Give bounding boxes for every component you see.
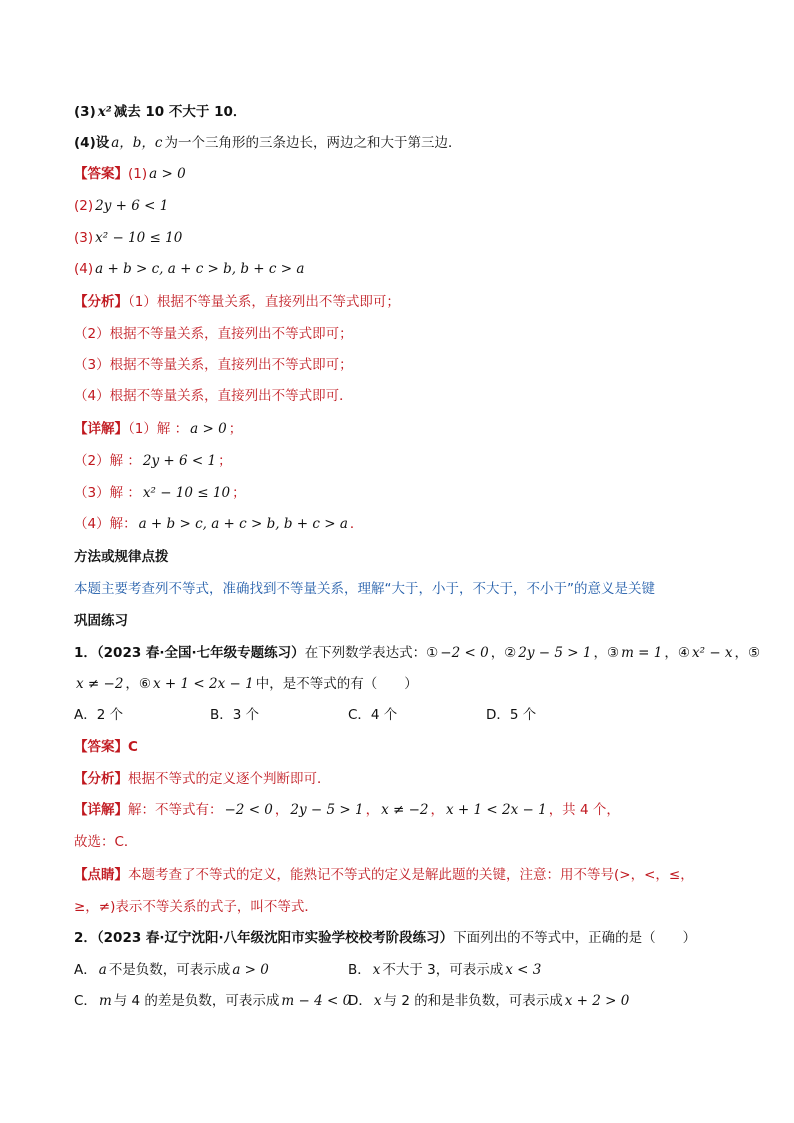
q1-stem-line-1	[74, 644, 760, 662]
q2-stem	[74, 929, 696, 947]
answer-label: (1)	[128, 166, 148, 182]
detail-label: （2）解 ：	[74, 453, 141, 469]
q2-option-d	[348, 992, 631, 1010]
math-expr: 2y − 5 > 1	[518, 645, 592, 661]
option-label: A．	[74, 962, 97, 978]
option-text: 与 4 的差是负数，可表示成	[113, 993, 280, 1009]
question-number: 1．	[74, 645, 97, 661]
question-source: （2023 春·全国·七年级专题练习）	[96, 645, 305, 661]
answer-label: (4)	[74, 261, 94, 277]
math-expr: −2 < 0	[224, 802, 273, 818]
q1-option-c: C．4 个	[348, 707, 398, 723]
q1-answer	[74, 738, 138, 756]
detail-expr: x² − 10 ≤ 10	[142, 485, 231, 501]
detail-text: ，共 4 个，	[548, 802, 620, 818]
q1-analysis	[74, 770, 331, 788]
part-label: (3)	[74, 104, 96, 120]
option-label: B．	[348, 962, 371, 978]
detail-line-1	[74, 420, 242, 438]
q2-option-a	[74, 961, 271, 979]
math-expr: x ≠ −2	[76, 676, 124, 692]
q1-stem-line-2	[74, 675, 418, 693]
answer-expr: a > 0	[149, 166, 186, 182]
detail-label: （4）解：	[74, 516, 137, 532]
math-expr: x + 1 < 2x − 1	[446, 802, 547, 818]
analysis-line-1	[74, 293, 400, 311]
option-text: 不大于 3，可表示成	[382, 962, 504, 978]
answer-line-1	[74, 165, 188, 183]
part-text: 为一个三角形的三条边长，两边之和大于第三边．	[164, 135, 462, 151]
detail-label: （1）解 ：	[128, 421, 189, 437]
detail-expr: a + b > c, a + c > b, b + c > a	[138, 516, 348, 532]
separator: ，②	[490, 645, 517, 661]
detail-tag: 【详解】	[74, 802, 128, 818]
separator: ，	[365, 802, 380, 818]
part-text: 减去 10 不大于 10．	[113, 104, 247, 120]
practice-heading: 巩固练习	[74, 613, 128, 629]
detail-line-2	[74, 452, 232, 470]
analysis-line-4: （4）根据不等量关系，直接列出不等式即可．	[74, 388, 353, 404]
answer-value: C	[128, 739, 138, 755]
q2-option-b	[348, 961, 543, 979]
detail-end: ；	[218, 453, 232, 469]
separator: ，	[430, 802, 444, 818]
separator: ，④	[664, 645, 690, 661]
math-expr: −2 < 0	[440, 645, 489, 661]
separator: ，⑤	[734, 645, 761, 661]
option-text: 与 2 的和是非负数，可表示成	[383, 993, 563, 1009]
q1-option-a: A．2 个	[74, 707, 124, 723]
separator: ，	[274, 802, 289, 818]
problem-part-3	[74, 103, 246, 121]
analysis-text: （1）根据不等量关系，直接列出不等式即可；	[128, 294, 400, 310]
problem-part-4	[74, 134, 462, 152]
math-expr: a > 0	[232, 962, 269, 978]
detail-end: ．	[349, 516, 364, 532]
q1-comment-line-2: ≥，≠)表示不等关系的式子，叫不等式．	[74, 899, 318, 915]
detail-line-4	[74, 515, 363, 533]
answer-line-2	[74, 197, 170, 215]
answer-line-4	[74, 260, 306, 278]
option-label: C．	[74, 993, 97, 1009]
q1-option-b: B．3 个	[210, 707, 260, 723]
answer-expr: 2y + 6 < 1	[95, 198, 169, 214]
answer-tag: 【答案】	[74, 739, 128, 755]
part-label: (4)设	[74, 135, 110, 151]
math-vars: a，b，c	[111, 135, 163, 151]
answer-label: (3)	[74, 230, 94, 246]
method-text: 本题主要考查列不等式，准确找到不等量关系，理解“大于，小于，不大于，不小于”的意义是关键	[74, 581, 655, 597]
method-heading: 方法或规律点拨	[74, 549, 169, 565]
analysis-line-3: （3）根据不等量关系，直接列出不等式即可；	[74, 357, 353, 373]
answer-expr: x² − 10 ≤ 10	[95, 230, 183, 246]
q1-comment-line-1	[74, 866, 694, 884]
q1-option-d: D．5 个	[486, 707, 537, 723]
math-expr: x ≠ −2	[381, 802, 429, 818]
detail-label: （3）解 ：	[74, 485, 141, 501]
analysis-line-2: （2）根据不等量关系，直接列出不等式即可；	[74, 326, 353, 342]
math-expr: 2y − 5 > 1	[290, 802, 364, 818]
option-text: 不是负数，可表示成	[108, 962, 231, 978]
detail-expr: a > 0	[190, 421, 227, 437]
q1-choose: 故选：C．	[74, 834, 138, 850]
comment-tag: 【点睛】	[74, 867, 128, 883]
answer-label: (2)	[74, 198, 94, 214]
math-expr: x + 1 < 2x − 1	[153, 676, 254, 692]
math-expr: x² − x	[692, 645, 733, 661]
question-text: 下面列出的不等式中，正确的是（ ）	[453, 930, 697, 946]
detail-expr: 2y + 6 < 1	[142, 453, 217, 469]
question-number: 2．	[74, 930, 97, 946]
q2-option-c	[74, 992, 353, 1010]
analysis-tag: 【分析】	[74, 294, 128, 310]
separator: ，⑥	[125, 676, 152, 692]
math-var: a	[98, 962, 107, 978]
detail-tag: 【详解】	[74, 421, 128, 437]
question-text: 中，是不等式的有（ ）	[255, 676, 418, 692]
math-var: m	[98, 993, 112, 1009]
analysis-text: 根据不等式的定义逐个判断即可．	[128, 771, 331, 787]
math-expr: m − 4 < 0	[281, 993, 352, 1009]
detail-text: 解：不等式有：	[128, 802, 223, 818]
answer-tag: 【答案】	[74, 166, 128, 182]
math-expr: x + 2 > 0	[564, 993, 630, 1009]
math-expr: x²	[97, 104, 112, 120]
detail-end: ；	[228, 421, 243, 437]
analysis-tag: 【分析】	[74, 771, 128, 787]
separator: ，③	[593, 645, 620, 661]
answer-line-3	[74, 229, 184, 247]
question-text: 在下列数学表达式：①	[304, 645, 439, 661]
math-expr: x < 3	[505, 962, 542, 978]
math-var: x	[373, 993, 382, 1009]
q1-detail	[74, 801, 620, 819]
answer-expr: a + b > c, a + c > b, b + c > a	[95, 261, 305, 277]
detail-line-3	[74, 484, 246, 502]
option-label: D．	[348, 993, 372, 1009]
question-source: （2023 春·辽宁沈阳·八年级沈阳市实验学校校考阶段练习）	[96, 930, 454, 946]
comment-text: 本题考查了不等式的定义，能熟记不等式的定义是解此题的关键，注意：用不等号(>，<，≤，	[128, 867, 694, 883]
detail-end: ；	[232, 485, 246, 501]
math-var: x	[372, 962, 381, 978]
math-expr: m = 1	[621, 645, 663, 661]
